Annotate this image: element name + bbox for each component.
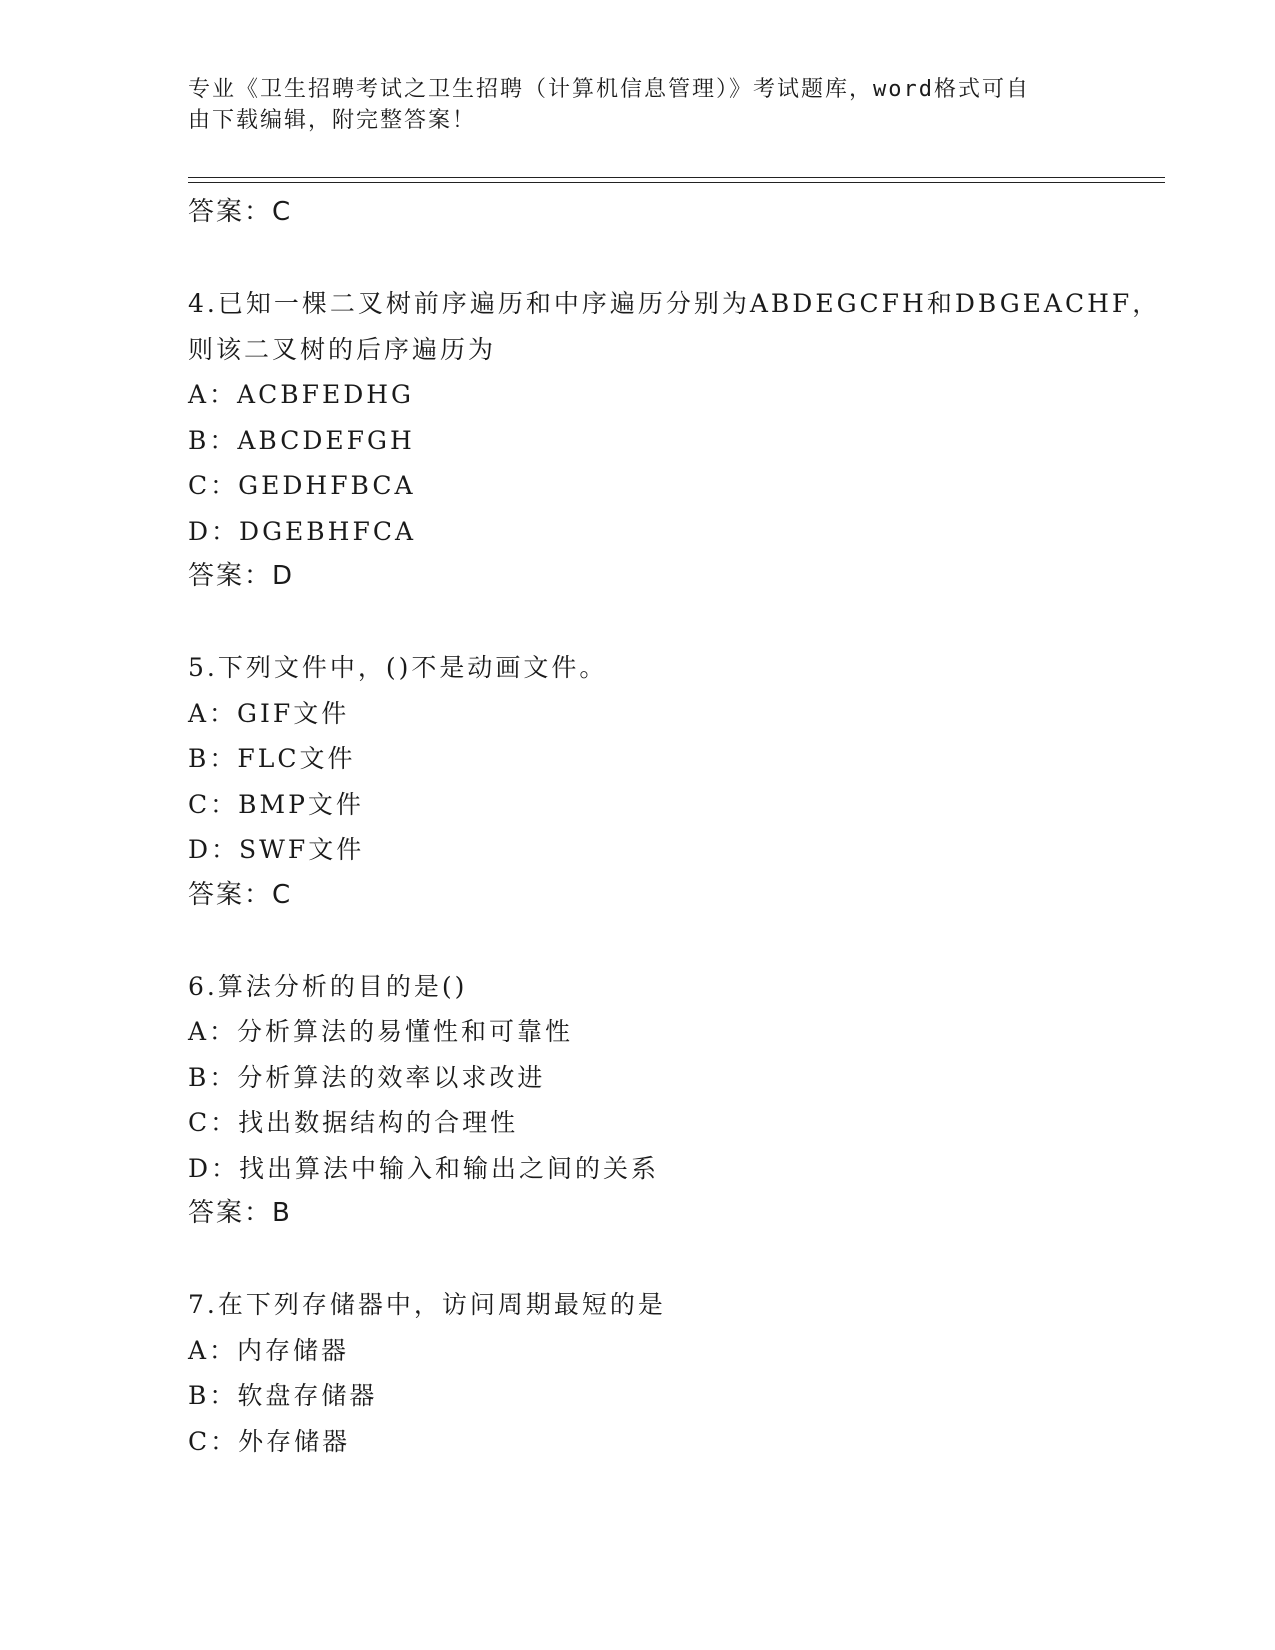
- answer-line: 答案：C: [188, 879, 293, 910]
- option-b: B：软盘存储器: [188, 1381, 378, 1410]
- option-a: A：分析算法的易懂性和可靠性: [188, 1017, 574, 1046]
- question-block: [188, 1282, 1088, 1464]
- spacer: [188, 236, 1088, 282]
- header-line-1: 专业《卫生招聘考试之卫生招聘（计算机信息管理）》考试题库，word格式可自: [188, 77, 1030, 102]
- page-header: [188, 74, 1068, 136]
- answer-line: 答案：D: [188, 561, 295, 591]
- header-divider-top: [188, 177, 1165, 178]
- spacer: [188, 600, 1088, 646]
- question-block: [188, 645, 1088, 918]
- option-a: A：ACBFEDHG: [188, 380, 415, 409]
- question-block: [188, 964, 1088, 1237]
- question-text: 7.在下列存储器中，访问周期最短的是: [188, 1290, 666, 1319]
- question-text: 5.下列文件中，()不是动画文件。: [188, 653, 608, 682]
- option-c: C：外存储器: [188, 1426, 351, 1456]
- spacer: [188, 918, 1088, 964]
- question-block: [188, 281, 1161, 600]
- option-d: D：SWF文件: [188, 835, 365, 864]
- question-list: [188, 190, 1161, 1464]
- question-text: 6.算法分析的目的是(): [188, 971, 468, 1001]
- option-d: D：找出算法中输入和输出之间的关系: [188, 1153, 660, 1183]
- option-b: B：FLC文件: [188, 744, 356, 773]
- option-d: D：DGEBHFCA: [188, 516, 417, 546]
- option-b: B：分析算法的效率以求改进: [188, 1062, 546, 1092]
- answer-line: 答案：C: [188, 197, 293, 227]
- answer-line: 答案：B: [188, 1198, 292, 1228]
- option-a: A：内存储器: [188, 1335, 350, 1365]
- option-b: B：ABCDEFGH: [188, 425, 415, 455]
- header-line-2: 由下载编辑，附完整答案！: [188, 108, 477, 133]
- spacer: [188, 1237, 1088, 1283]
- question-text: 4.已知一棵二叉树前序遍历和中序遍历分别为ABDEGCFH和DBGEACHF，: [188, 289, 1161, 318]
- question-text: 则该二叉树的后序遍历为: [188, 334, 497, 364]
- header-divider-bottom: [188, 182, 1165, 183]
- option-a: A：GIF文件: [188, 698, 350, 728]
- option-c: C：BMP文件: [188, 789, 364, 819]
- option-c: C：找出数据结构的合理性: [188, 1108, 519, 1137]
- option-c: C：GEDHFBCA: [188, 471, 416, 500]
